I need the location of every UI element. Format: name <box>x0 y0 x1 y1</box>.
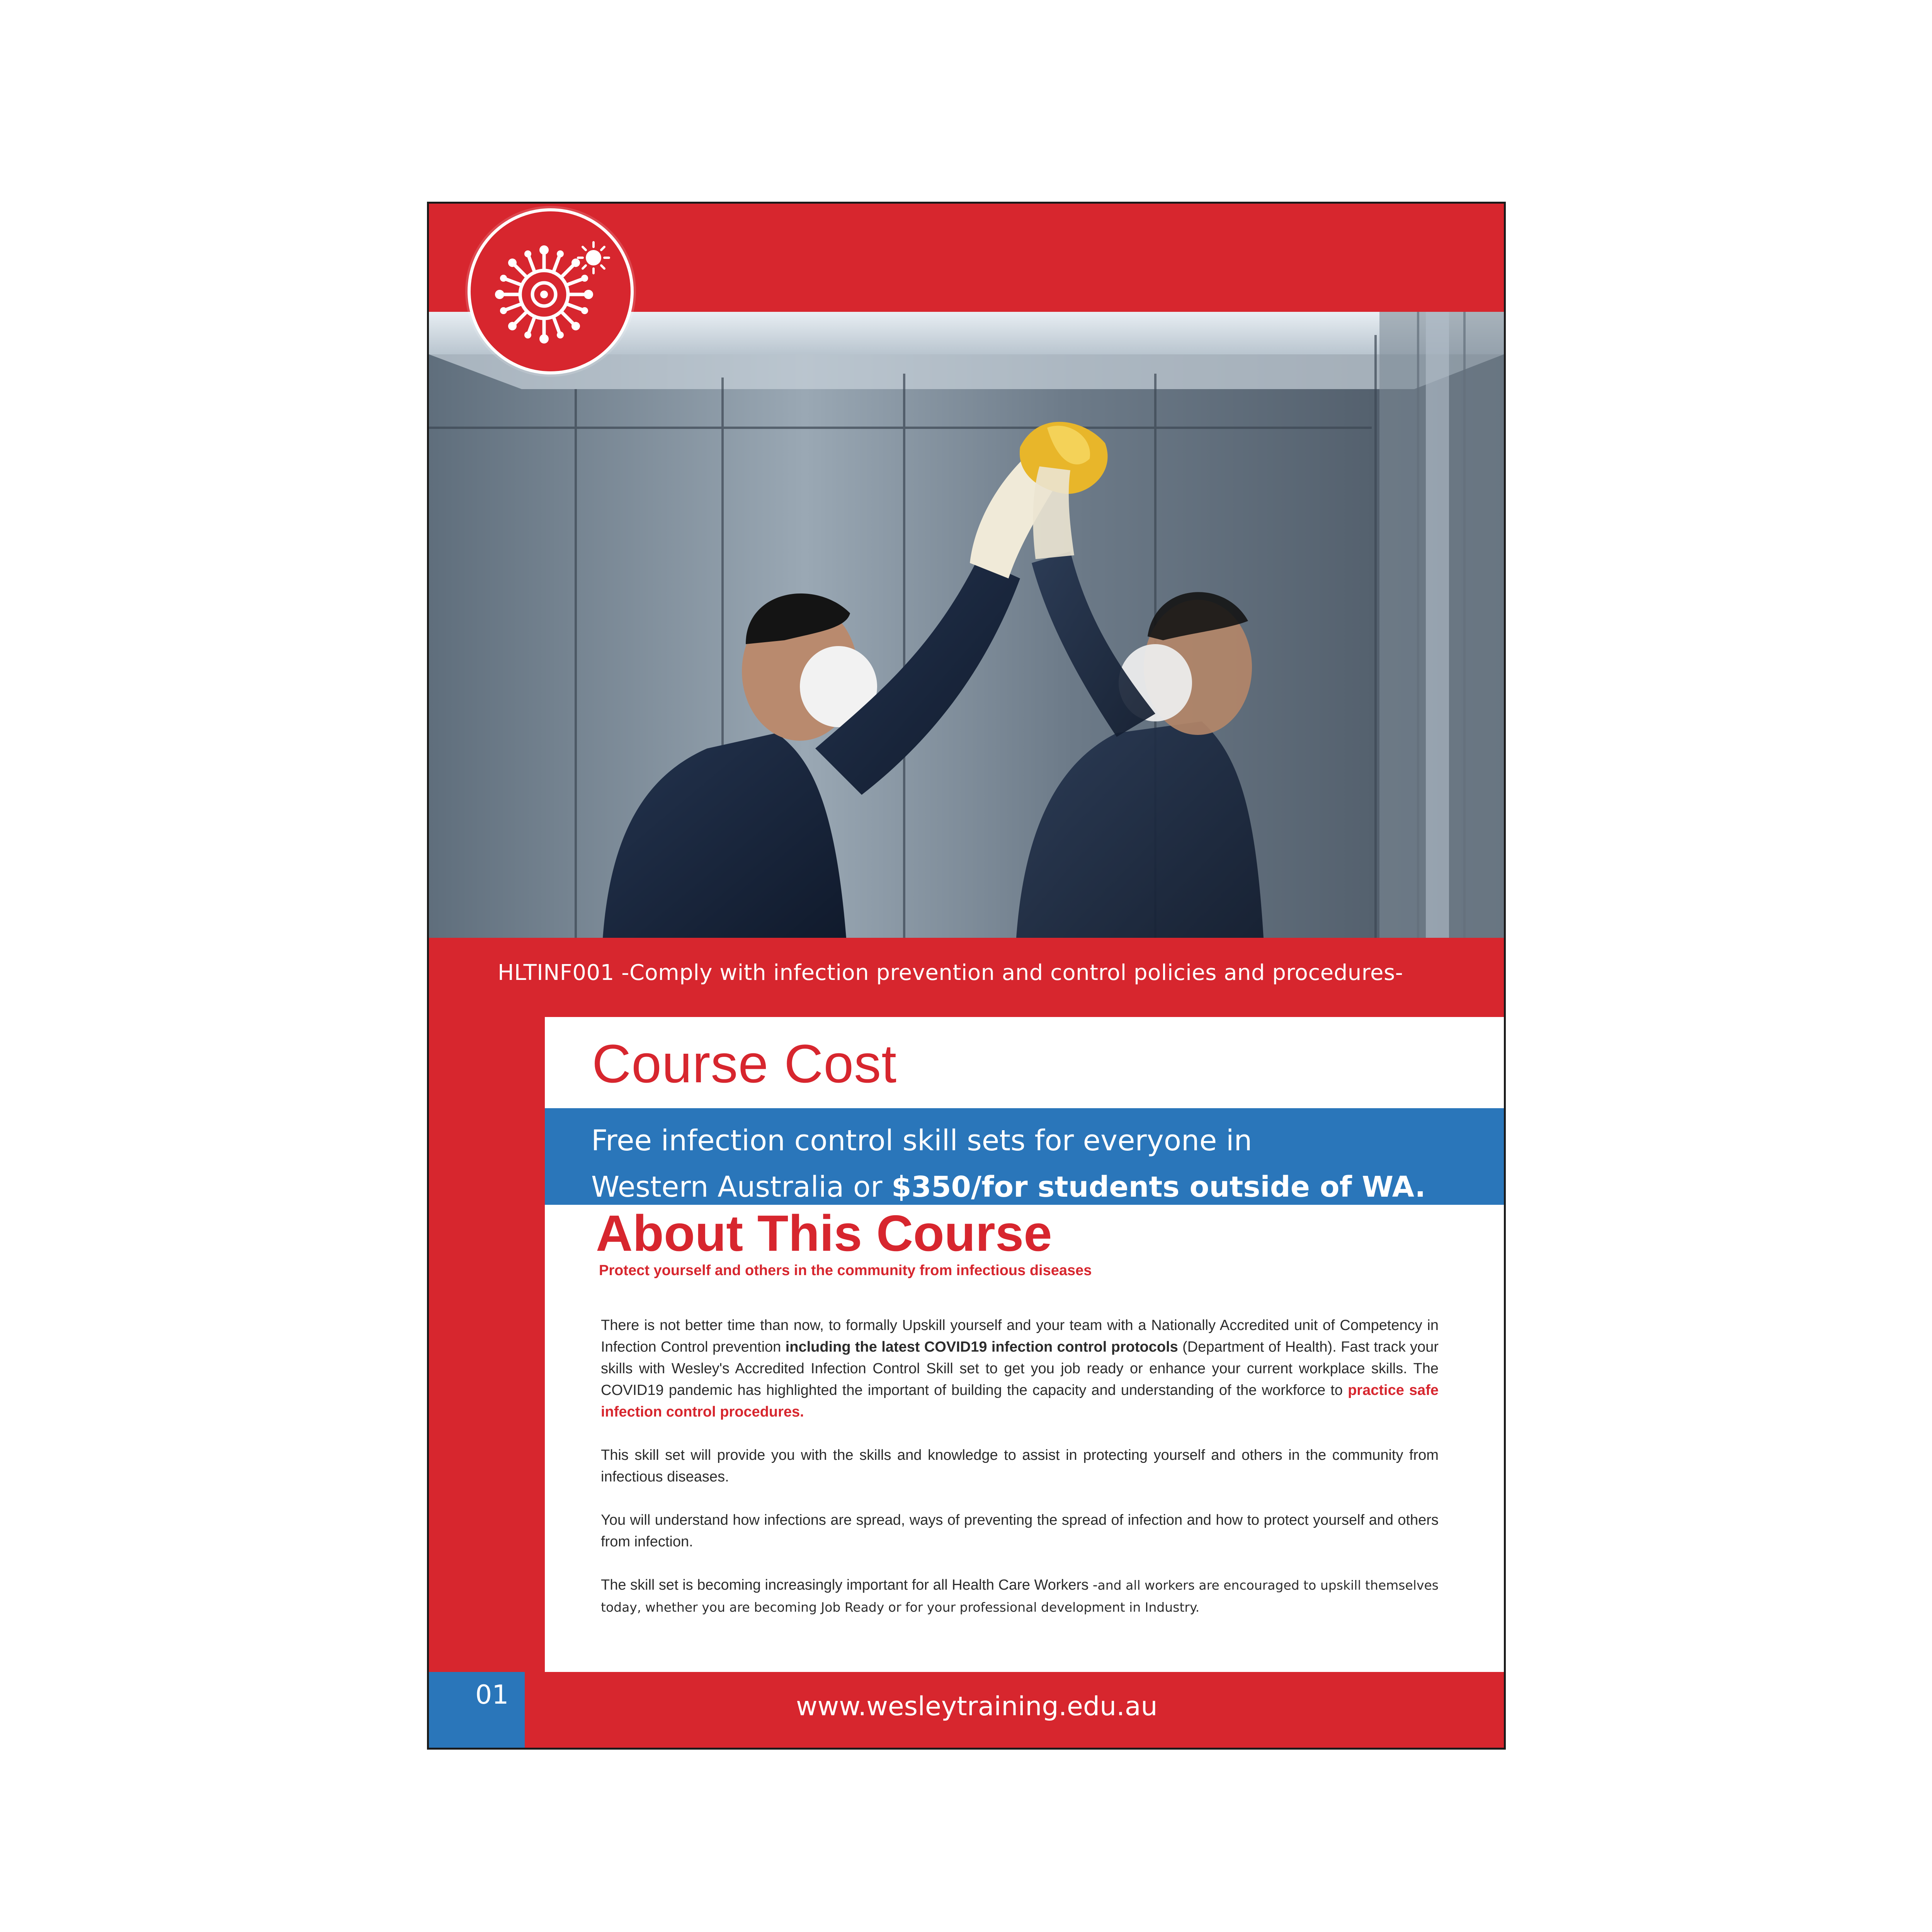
about-heading: About This Course <box>596 1205 1052 1262</box>
unit-title: HLTINF001 -Comply with infection prevention and control policies and procedures- <box>498 960 1403 985</box>
website-link[interactable]: www.wesleytraining.edu.au <box>796 1691 1158 1722</box>
about-body <box>601 1315 1439 1640</box>
content-panel <box>545 1017 1504 1672</box>
about-paragraph-1 <box>601 1315 1439 1423</box>
unit-strip <box>429 938 1504 1017</box>
about-paragraph-4 <box>601 1574 1439 1618</box>
p1-red: practice safe infection control procedures. <box>601 1382 1439 1420</box>
p4-text-b: and all workers are encouraged to upskill themselves today, whether you are becoming Job Ready or for your professional development in Industry. <box>601 1578 1439 1615</box>
cost-price: $350/for students outside of WA. <box>891 1170 1426 1204</box>
about-paragraph-3: You will understand how infections are spread, ways of preventing the spread of infection and how to protect yourself and others from infection. <box>601 1512 1439 1550</box>
course-cost-band <box>545 1108 1504 1205</box>
page-number: 01 <box>429 1672 525 1748</box>
brochure-page <box>427 202 1506 1750</box>
cost-line-2-prefix: Western Australia or <box>591 1170 892 1204</box>
course-cost-heading: Course Cost <box>592 1033 897 1094</box>
about-paragraph-2: This skill set will provide you with the skills and knowledge to assist in protecting yourself and others in the community from infectious diseases. <box>601 1447 1439 1485</box>
cost-line-2 <box>591 1164 1504 1210</box>
p4-text-a: The skill set is becoming increasingly important for all Health Care Workers - <box>601 1577 1098 1593</box>
cleaning-photo <box>429 312 1504 938</box>
p1-text-a: There is not better time than now, to formally Upskill yourself and your team with a Nationally Accredited unit of Competency in Infection Control prevention <box>601 1317 1439 1355</box>
about-subtitle: Protect yourself and others in the community from infectious diseases <box>599 1262 1092 1279</box>
cost-line-1: Free infection control skill sets for everyone in <box>591 1124 1252 1157</box>
p1-bold: including the latest COVID19 infection control protocols <box>785 1339 1178 1355</box>
p1-text-b: (Department of Health). Fast track your skills with Wesley's Accredited Infection Control Skill set to get you job ready or enhance your current workplace skills. The COVID19 pandemic has highlighted the important of building the capacity and understanding of the workforce to <box>601 1339 1439 1398</box>
footer <box>429 1672 1504 1748</box>
virus-icon <box>468 208 634 374</box>
